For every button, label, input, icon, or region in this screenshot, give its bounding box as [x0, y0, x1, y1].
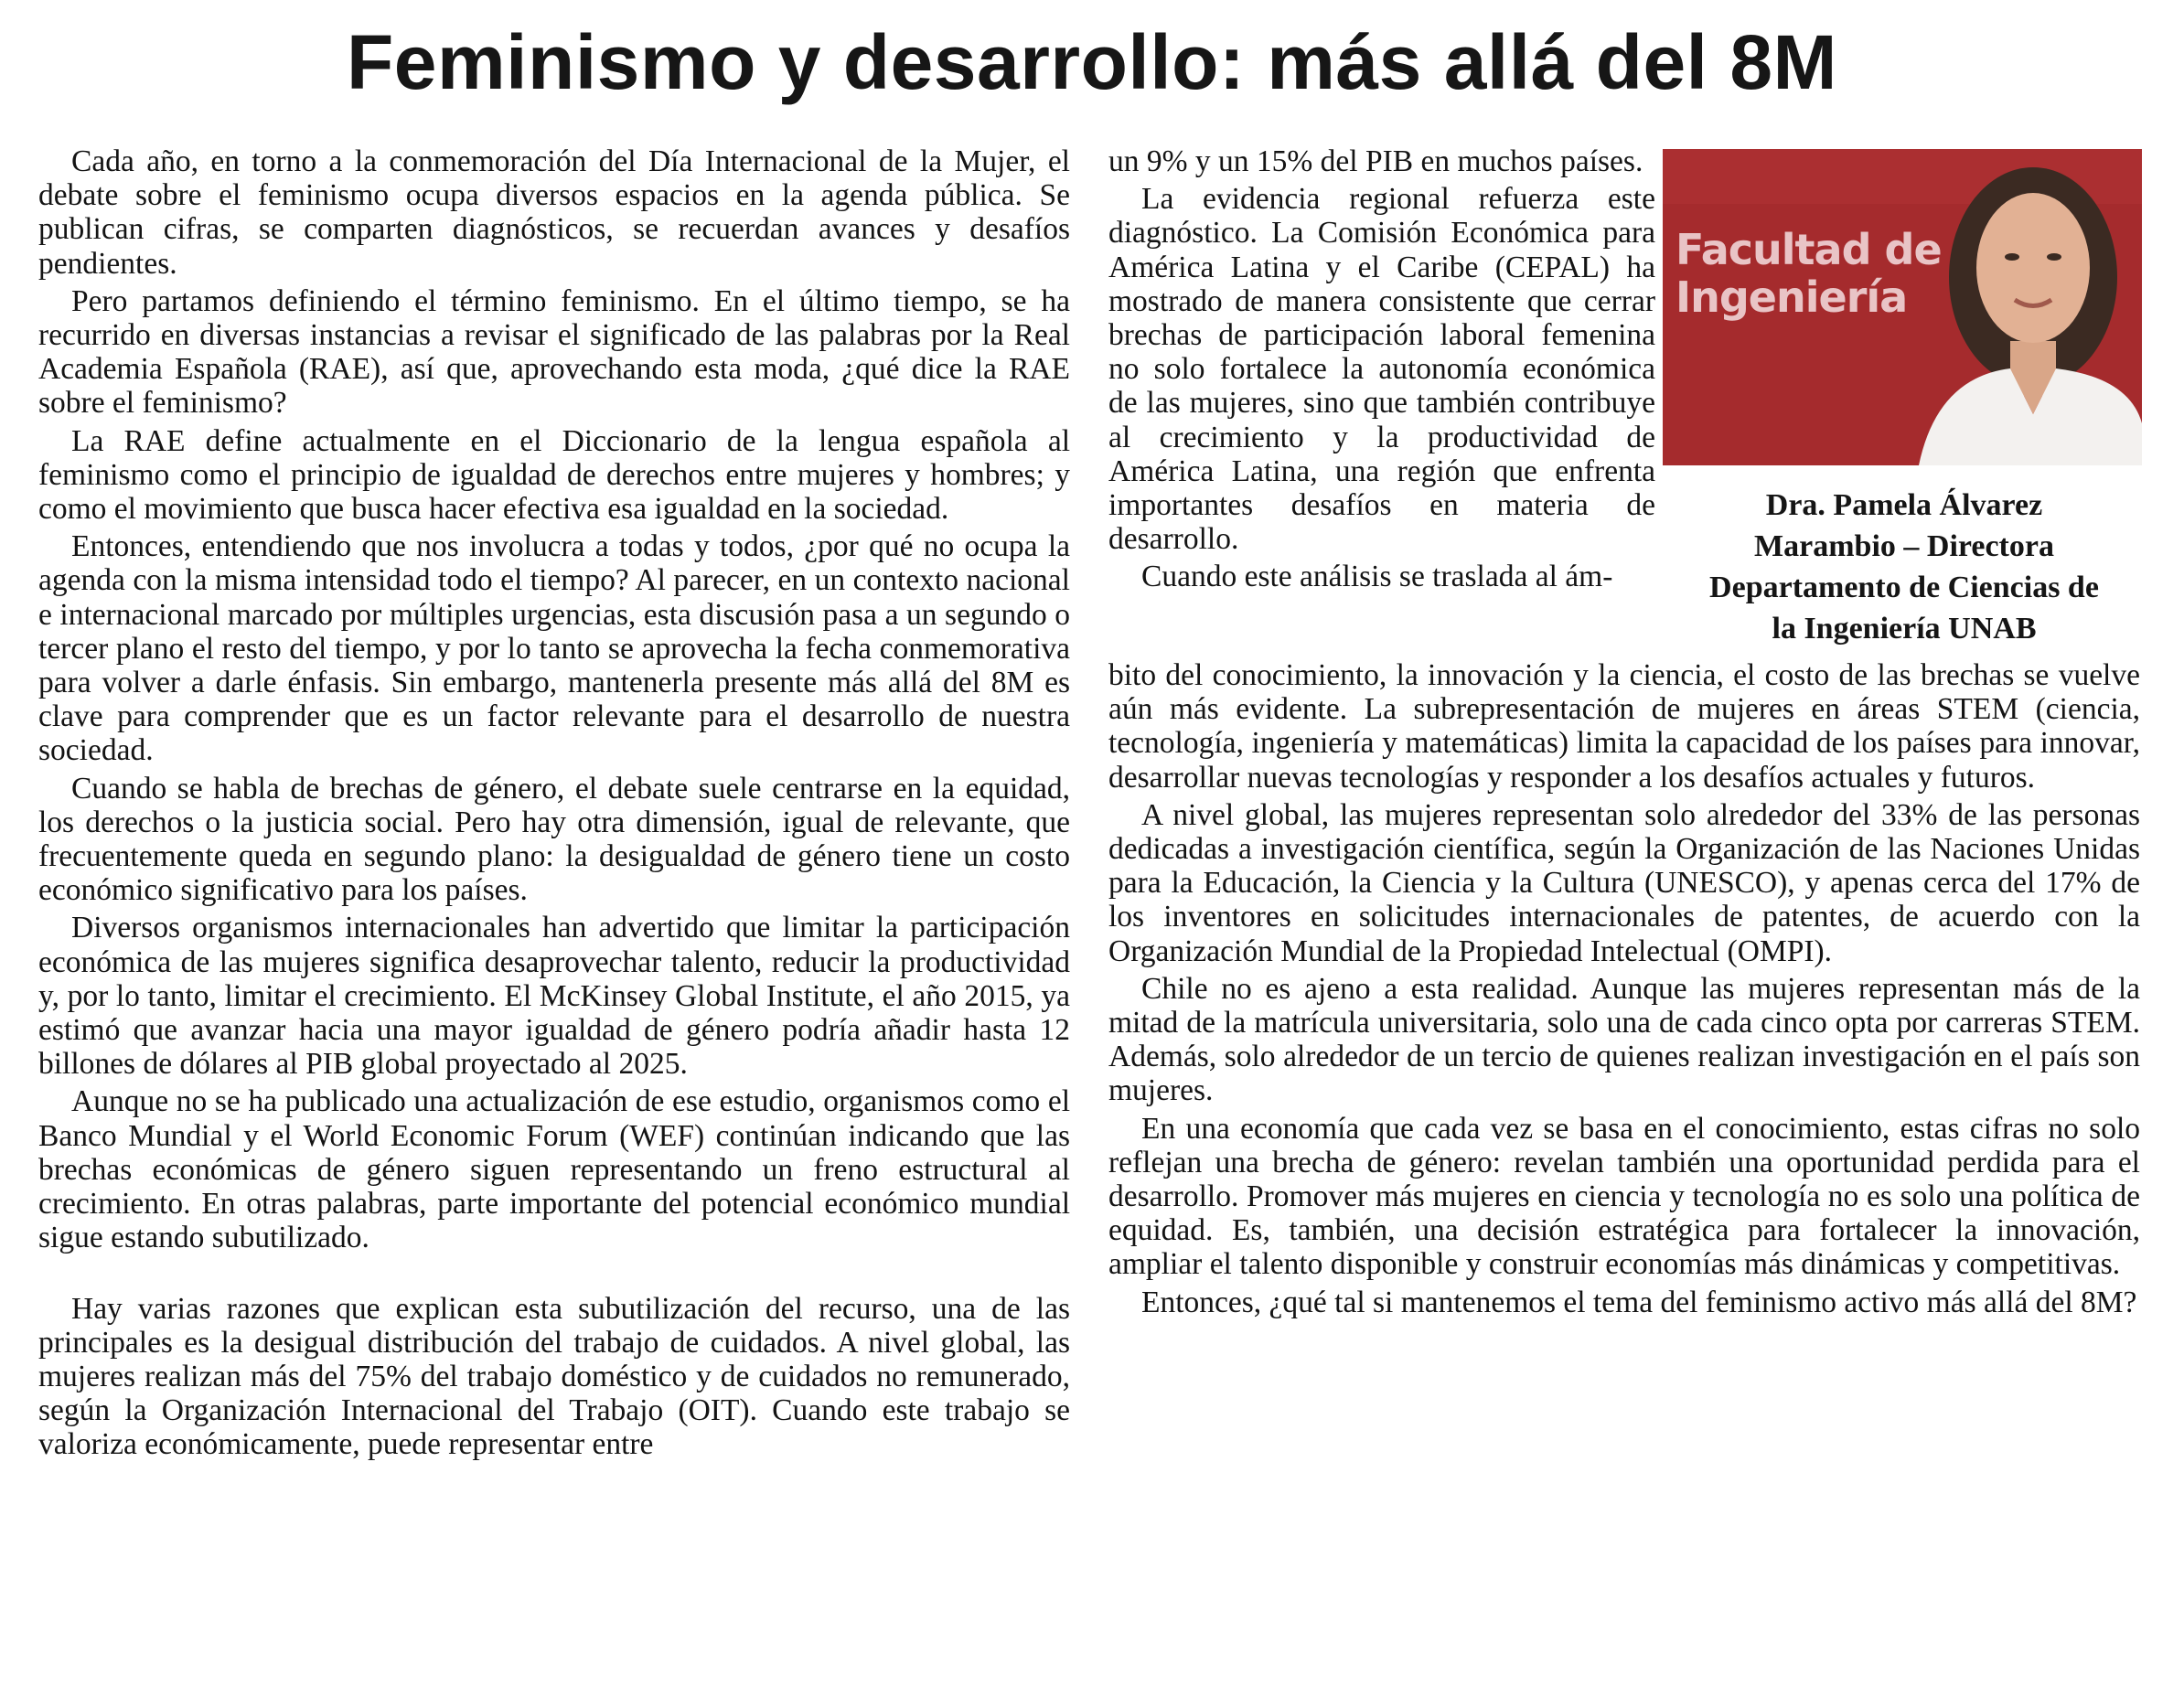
caption-line: Departamento de Ciencias de [1709, 571, 2099, 604]
paragraph: Diversos organismos internacionales han advertido que limitar la participación económica de las mujeres significa desaprovechar talento, reducir la productividad y, por lo tanto, limitar el crecimiento. El McKinsey Global Institute, el año 2015, ya estimó que avanzar hacia una mayor igualdad de género podría añadir hasta 12 billones de dólares al PIB global proyectado al 2025. [38, 911, 1070, 1082]
paragraph: Entonces, entendiendo que nos involucra a todas y todos, ¿por qué no ocupa la agenda con la misma intensidad todo el tiempo? Al parecer, en un contexto nacional e internacional marcado por múltiples urgencias, esta discusión pasa a un segundo o tercer plano el resto del tiempo, y por lo tanto se aprovecha la fecha conmemorativa para volver a darle énfasis. Sin embargo, mantenerla presente más allá del 8M es clave para comprender que es un factor relevante para el desarrollo de nuestra sociedad. [38, 529, 1070, 768]
paragraph: Cuando este análisis se traslada al ám- [1141, 560, 1613, 594]
paragraph: La RAE define actualmente en el Diccionario de la lengua española al feminismo como el principio de igualdad de derechos entre mujeres y hombres; y como el movimiento que busca hacer efectiva esa igualdad en la sociedad. [38, 423, 1070, 527]
author-photo [1663, 149, 2142, 465]
paragraph: Cuando se habla de brechas de género, el debate suele centrarse en la equidad, los derechos o la justicia social. Pero hay otra dimensión, igual de relevante, que frecuentemente queda en segundo plano: la desigualdad de género tiene un costo económico significativo para los países. [38, 771, 1070, 908]
caption-line: Marambio – Directora [1754, 529, 2054, 563]
paragraph: En una economía que cada vez se basa en el conocimiento, estas cifras no solo reflejan una brecha de género: revelan también una oportunidad perdida para el desarrollo. Promover más mujeres en ciencia y tecnología no es solo una política de equidad. Es, también, una decisión estratégica para fortalecer la innovación, ampliar el talento disponible y construir economías más dinámicas y competitivas. [1108, 1111, 2140, 1282]
paragraph: A nivel global, las mujeres representan solo alrededor del 33% de las personas dedicadas a investigación científica, según la Organización de las Naciones Unidas para la Educación, la Ciencia y la Cultura (UNESCO), y apenas cerca del 17% de los inventores en solicitudes internacionales de patentes, de acuerdo con la Organización Mundial de la Propiedad Intelectual (OMPI). [1108, 797, 2140, 968]
paragraph: Cada año, en torno a la conmemoración del Día Internacional de la Mujer, el debate sobre el feminismo ocupa diversos espacios en la agenda pública. Se publican cifras, se comparten diagnósticos, se recuerdan avances y desafíos pendientes. [38, 144, 1070, 281]
article-column-right-narrow [1108, 144, 1655, 598]
article-column-left [38, 144, 1070, 1466]
paragraph: bito del conocimiento, la innovación y la ciencia, el costo de las brechas se vuelve aún más evidente. La subrepresentación de mujeres en áreas STEM (ciencia, tecnología, ingeniería y matemáticas) limita la capacidad de los países para innovar, desarrollar nuevas tecnologías y responder a los desafíos actuales y futuros. [1108, 658, 2140, 795]
paragraph: Chile no es ajeno a esta realidad. Aunque las mujeres representan más de la mitad de la matrícula universitaria, solo una de cada cinco opta por carreras STEM. Además, solo alrededor de un tercio de quienes realizan investigación en el país son mujeres. [1108, 971, 2140, 1108]
article-column-right-wide [1108, 658, 2140, 1323]
paragraph: Pero partamos definiendo el término feminismo. En el último tiempo, se ha recurrido en diversas instancias a revisar el significado de las palabras por la Real Academia Española (RAE), así que, aprovechando esta moda, ¿qué dice la RAE sobre el feminismo? [38, 283, 1070, 421]
sign-text [1675, 226, 1942, 321]
paragraph: Aunque no se ha publicado una actualización de ese estudio, organismos como el Banco Mundial y el World Economic Forum (WEF) continúan indicando que las brechas económicas de género siguen representando un freno estructural al crecimiento. En otras palabras, parte importante del potencial económico mundial sigue estando subutilizado. [38, 1084, 1070, 1255]
caption-line: Dra. Pamela Álvarez [1765, 488, 2043, 522]
caption-line: la Ingeniería UNAB [1772, 612, 2037, 646]
paragraph: La evidencia regional refuerza este diagnóstico. La Comisión Económica para América Latina y el Caribe (CEPAL) ha mostrado de manera consistente que cerrar brechas de participación laboral femenina no solo fortalece la autonomía económica de las mujeres, sino que también contribuye al crecimiento y la productividad de América Latina, una región que enfrenta importantes desafíos en materia de desarrollo. [1108, 182, 1655, 557]
article-title: Feminismo y desarrollo: más allá del 8M [346, 19, 1838, 105]
sign-text-line1: Facultad de [1675, 225, 1942, 274]
photo-caption [1675, 485, 2133, 649]
paragraph: un 9% y un 15% del PIB en muchos países. [1108, 144, 1643, 178]
paragraph: Entonces, ¿qué tal si mantenemos el tema del feminismo activo más allá del 8M? [1141, 1285, 2137, 1319]
paragraph: Hay varias razones que explican esta subutilización del recurso, una de las principales es la desigual distribución del trabajo de cuidados. A nivel global, las mujeres realizan más del 75% del trabajo doméstico y de cuidados no remunerado, según la Organización Internacional del Trabajo (OIT). Cuando este trabajo se valoriza económicamente, puede representar entre [38, 1291, 1070, 1462]
sign-text-line2: Ingeniería [1675, 272, 1908, 322]
